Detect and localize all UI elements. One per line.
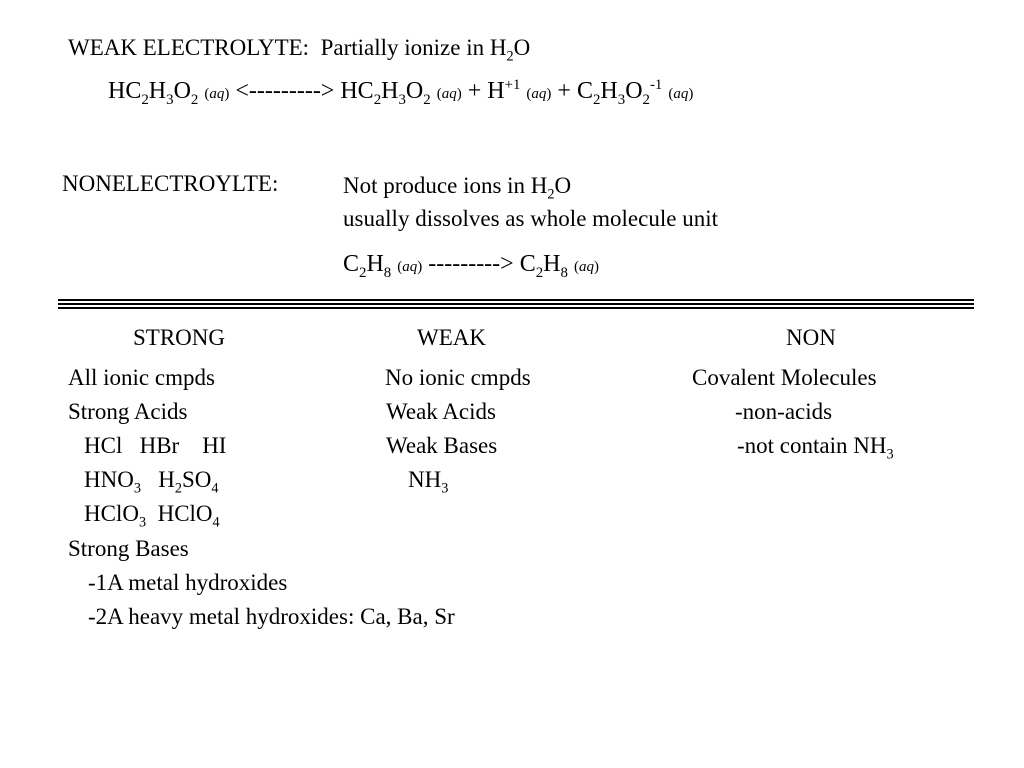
weak-electrolyte-heading [68, 34, 531, 65]
divider-line [58, 307, 974, 309]
equation-arrow: ---------> [428, 251, 514, 277]
equation-reactant: $HC_2H_3O_2$ [108, 78, 199, 108]
strong-item: All ionic cmpds [68, 365, 215, 390]
equation-product-hydrogen-ion: $H^{+1}$ [487, 77, 521, 104]
equation-product: $C_2H_8$ [519, 251, 568, 281]
divider-line [58, 299, 974, 301]
weak-item: Weak Acids [386, 399, 496, 424]
nonelectrolyte-line-2: usually dissolves as whole molecule unit [343, 206, 718, 231]
weak-bases-example: $NH_3$ [408, 467, 449, 497]
equation-plus: + [557, 78, 571, 104]
column-header-strong: STRONG [133, 325, 226, 350]
equation-plus: + [467, 78, 482, 104]
weak-item: No ionic cmpds [385, 365, 531, 390]
equation-arrow: <---------> [235, 78, 335, 104]
weak-electrolyte-title: WEAK ELECTROLYTE: [68, 35, 310, 60]
strong-acids-list: HClO$_3$ HClO$_4$ [84, 501, 220, 531]
weak-item: Weak Bases [386, 433, 498, 458]
weak-electrolyte-equation: $HC_2H_3O_2$ (aq) <---------> $HC_2H_3O_2$ $(aq) + H^{+1}$ $(aq) + C_2H_3O_2^{-1}$ (aq) [108, 77, 694, 108]
column-header-non: NON [786, 325, 836, 350]
strong-item: Strong Acids [68, 399, 188, 424]
non-item: -not contain $NH_3$ [737, 433, 894, 463]
equation-product-acetate-ion: $C_2H_3O_2^{-1}$ [576, 77, 663, 108]
divider-line [58, 303, 974, 305]
strong-bases-item: -2A heavy metal hydroxides: Ca, Ba, Sr [88, 604, 455, 629]
strong-acids-list: HCl HBr HI [84, 433, 227, 458]
column-header-weak: WEAK [417, 325, 486, 350]
nonelectrolyte-line-1: Not produce ions in $H_2O$ [343, 173, 572, 203]
non-item: Covalent Molecules [692, 365, 877, 390]
strong-acids-list: $HNO_3$ $H_2SO_4$ [84, 467, 219, 497]
nonelectrolyte-heading: NONELECTROYLTE: [62, 171, 279, 196]
nonelectrolyte-equation: $C_2H_8$ (aq) ---------> $C_2H_8$ (aq) [343, 251, 599, 281]
non-item: -non-acids [735, 399, 833, 424]
equation-reactant: $C_2H_8$ [343, 251, 392, 281]
strong-item: Strong Bases [68, 536, 189, 561]
equation-product-acetic: $HC_2H_3O_2$ [340, 78, 431, 108]
weak-electrolyte-description: Partially ionize in $H_2O$ [320, 35, 531, 65]
strong-bases-item: -1A metal hydroxides [88, 570, 288, 595]
